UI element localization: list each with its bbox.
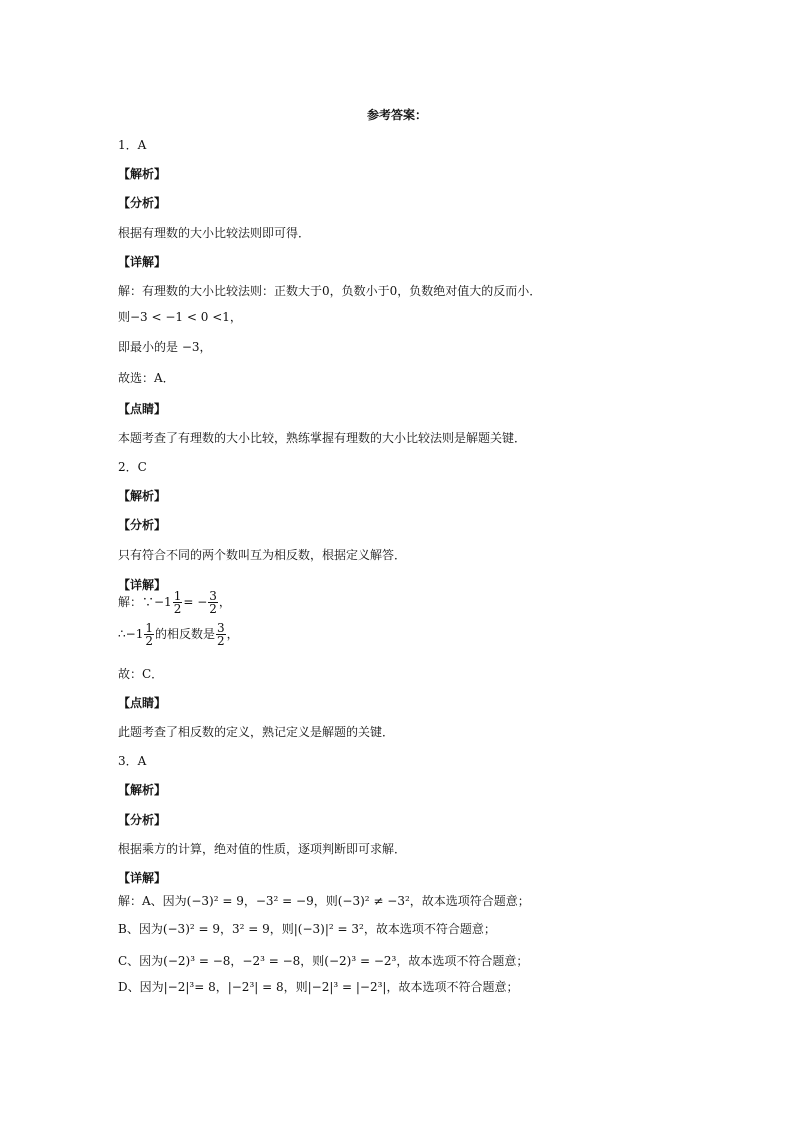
q2-comma: ，	[226, 627, 239, 641]
q2-answer: 2．C	[118, 460, 147, 474]
q2-jie-prefix: 解：∵−1	[118, 595, 172, 609]
q2-dianjing-text: 此题考查了相反数的定义，熟记定义是解题的关键．	[118, 725, 395, 739]
q2-fenxi-heading: 【分析】	[118, 518, 167, 532]
fraction-denominator: 2	[145, 634, 153, 648]
q1-xiangjie-heading: 【详解】	[118, 255, 167, 269]
q2-comma: ，	[218, 595, 231, 609]
q1-solution-line-1: 解：有理数的大小比较法则：正数大于0，负数小于0，负数绝对值大的反而小．	[118, 284, 542, 298]
q1-dianjing-text: 本题考查了有理数的大小比较，熟练掌握有理数的大小比较法则是解题关键．	[118, 431, 527, 445]
q1-solution-line-4: 故选：A．	[118, 371, 175, 385]
q2-conclusion: 故：C．	[118, 667, 164, 681]
q1-solution-line-2: 则−3 < −1 < 0 <1，	[118, 310, 242, 324]
fraction-denominator: 2	[216, 634, 225, 648]
q2-fraction-three-halves	[216, 622, 226, 647]
q2-so-mid: 的相反数是	[154, 627, 215, 641]
q3-option-a: 解：A、因为(−3)² = 9，−3² = −9，则(−3)² ≠ −3²，故本选项符合题意；	[118, 894, 530, 908]
fraction-denominator: 2	[209, 602, 217, 616]
q3-option-c: C、因为(−2)³ = −8，−2³ = −8，则(−2)³ = −2³，故本选项不符合题意；	[118, 954, 529, 968]
q2-fraction-three-halves	[208, 590, 218, 615]
q2-jiexi-heading: 【解析】	[118, 489, 167, 503]
q1-answer: 1．A	[118, 138, 147, 152]
q2-equals: = −	[183, 595, 208, 609]
q3-xiangjie-heading: 【详解】	[118, 871, 167, 885]
q2-xiangjie-heading: 【详解】	[118, 578, 167, 592]
q3-jiexi-heading: 【解析】	[118, 783, 167, 797]
q1-fenxi-heading: 【分析】	[118, 196, 167, 210]
q1-fenxi-text: 根据有理数的大小比较法则即可得．	[118, 226, 311, 240]
fraction-numerator: 1	[173, 589, 182, 603]
q2-fraction-one-half	[173, 590, 183, 615]
q2-fraction-one-half	[144, 622, 154, 647]
fraction-numerator: 1	[145, 621, 153, 635]
q2-dianjing-heading: 【点睛】	[118, 696, 167, 710]
q2-fenxi-text: 只有符合不同的两个数叫互为相反数，根据定义解答．	[118, 548, 407, 562]
fraction-numerator: 3	[216, 621, 225, 635]
q1-dianjing-heading: 【点睛】	[118, 402, 167, 416]
q2-solution-line-2	[118, 620, 239, 648]
q3-fenxi-heading: 【分析】	[118, 813, 167, 827]
q3-option-b: B、因为(−3)² = 9，3² = 9，则|(−3)|² = 3²，故本选项不符合题意；	[118, 922, 496, 936]
page-title: 参考答案：	[366, 108, 427, 122]
fraction-denominator: 2	[173, 602, 182, 616]
q1-solution-line-3: 即最小的是 −3，	[118, 340, 212, 354]
q2-solution-line-1	[118, 588, 231, 616]
fraction-numerator: 3	[209, 589, 217, 603]
q2-so-prefix: ∴−1	[118, 627, 144, 641]
q1-jiexi-heading: 【解析】	[118, 167, 167, 181]
q3-option-d: D、因为|−2|³= 8，|−2³| = 8，则|−2|³ = |−2³|，故本选项不符合题意；	[118, 980, 519, 994]
q3-fenxi-text: 根据乘方的计算，绝对值的性质，逐项判断即可求解．	[118, 842, 407, 856]
q3-answer: 3．A	[118, 754, 147, 768]
